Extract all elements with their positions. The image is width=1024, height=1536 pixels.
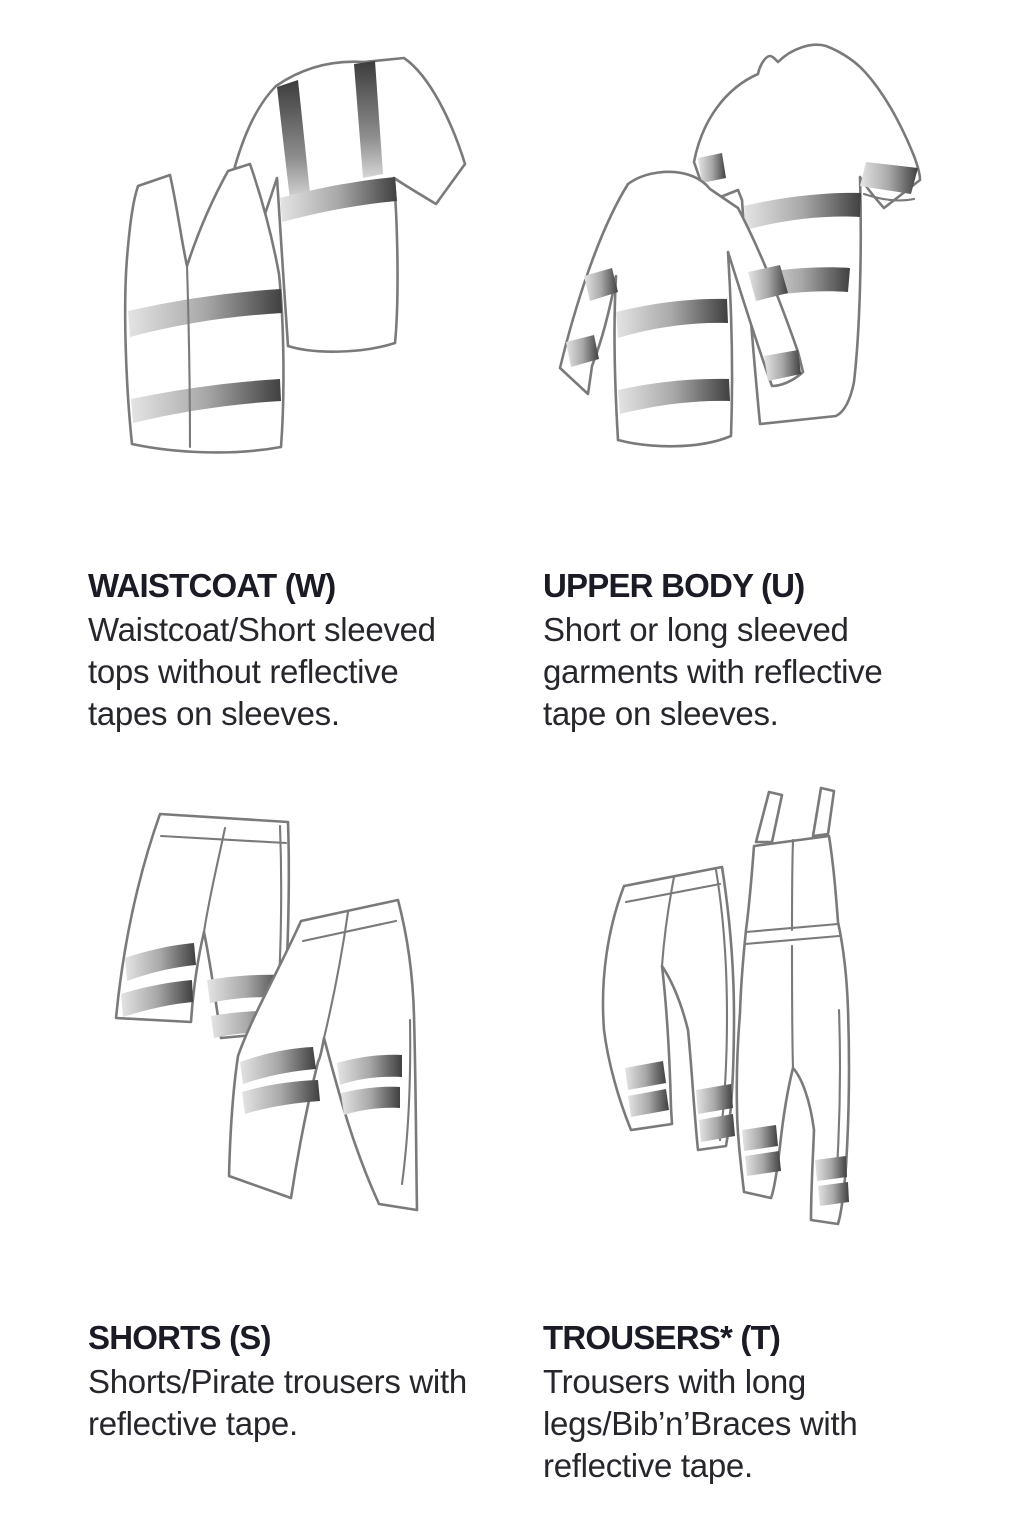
shorts-illustration	[80, 790, 500, 1260]
upper-body-illustration	[530, 10, 970, 500]
section-upper-body	[543, 566, 943, 735]
upper-body-heading: UPPER BODY (U)	[543, 567, 805, 604]
trousers-heading: TROUSERS* (T)	[543, 1319, 781, 1356]
shorts-description: Shorts/Pirate trousers with reflective tape.	[88, 1363, 467, 1442]
trousers-drawing	[530, 778, 970, 1283]
upper-body-drawing	[530, 10, 970, 500]
trousers-description: Trousers with long legs/Bib’n’Braces with reflective tape.	[543, 1363, 858, 1484]
waistcoat-description: Waistcoat/Short sleeved tops without reflective tapes on sleeves.	[88, 611, 436, 732]
section-waistcoat	[88, 566, 488, 735]
trousers-illustration	[530, 778, 970, 1283]
waistcoat-illustration	[80, 10, 500, 490]
waistcoat-drawing	[80, 10, 500, 490]
waistcoat-heading: WAISTCOAT (W)	[88, 567, 336, 604]
shorts-drawing	[80, 790, 500, 1260]
upper-body-description: Short or long sleeved garments with reflective tape on sleeves.	[543, 611, 883, 732]
section-shorts	[88, 1318, 488, 1445]
section-trousers	[543, 1318, 943, 1487]
shorts-heading: SHORTS (S)	[88, 1319, 271, 1356]
